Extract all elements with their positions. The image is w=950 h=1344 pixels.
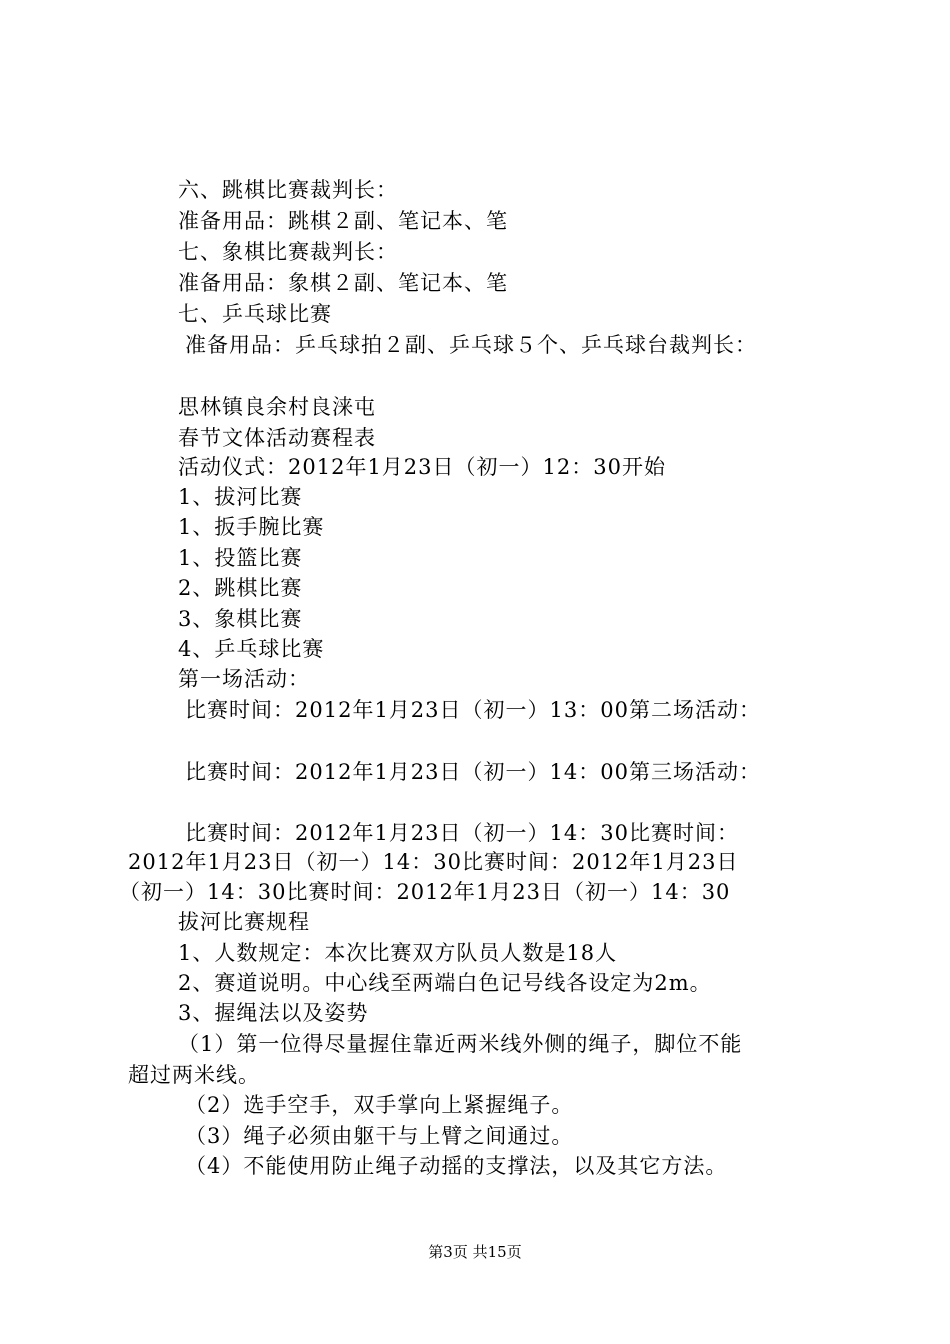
line-25: 3、握绳法以及姿势 <box>178 1001 369 1025</box>
line-5: 七、乒乓球比赛 <box>178 302 332 326</box>
line-2: 准备用品：跳棋２副、笔记本、笔 <box>178 209 508 233</box>
line-8: 春节文体活动赛程表 <box>178 426 376 450</box>
line-11: 1、扳手腕比赛 <box>178 515 325 539</box>
line-19: 比赛时间：2012年1月23日（初一）14：30比赛时间： <box>185 821 739 845</box>
line-7: 思林镇良余村良涞屯 <box>178 395 376 419</box>
line-23: 1、人数规定：本次比赛双方队员人数是18人 <box>178 941 618 965</box>
line-15: 4、乒乓球比赛 <box>178 637 325 661</box>
line-24: 2、赛道说明。中心线至两端白色记号线各设定为2m。 <box>178 971 712 995</box>
line-22: 拔河比赛规程 <box>178 910 310 934</box>
line-21: （初一）14：30比赛时间：2012年1月23日（初一）14：30 <box>119 880 731 904</box>
line-28: （2）选手空手，双手掌向上紧握绳子。 <box>185 1093 574 1117</box>
line-18: 比赛时间：2012年1月23日（初一）14：00第三场活动： <box>185 760 761 784</box>
line-12: 1、投篮比赛 <box>178 546 303 570</box>
line-29: （3）绳子必须由躯干与上臂之间通过。 <box>185 1124 574 1148</box>
line-6: 准备用品：乒乓球拍２副、乒乓球５个、乒乓球台裁判长： <box>185 333 757 357</box>
line-26: （1）第一位得尽量握住靠近两米线外侧的绳子，脚位不能 <box>178 1032 743 1056</box>
line-3: 七、象棋比赛裁判长： <box>178 240 398 264</box>
line-9: 活动仪式：2012年1月23日（初一）12：30开始 <box>178 455 666 479</box>
line-13: 2、跳棋比赛 <box>178 576 303 600</box>
line-30: （4）不能使用防止绳子动摇的支撑法，以及其它方法。 <box>185 1154 728 1178</box>
line-10: 1、拔河比赛 <box>178 485 303 509</box>
line-14: 3、象棋比赛 <box>178 607 303 631</box>
line-16: 第一场活动： <box>178 667 310 691</box>
line-20: 2012年1月23日（初一）14：30比赛时间：2012年1月23日 <box>128 850 739 874</box>
line-27: 超过两米线。 <box>128 1063 260 1087</box>
line-17: 比赛时间：2012年1月23日（初一）13：00第二场活动： <box>185 698 761 722</box>
line-4: 准备用品：象棋２副、笔记本、笔 <box>178 271 508 295</box>
page-number-footer: 第3页 共15页 <box>428 1243 522 1261</box>
line-1: 六、跳棋比赛裁判长： <box>178 178 398 202</box>
